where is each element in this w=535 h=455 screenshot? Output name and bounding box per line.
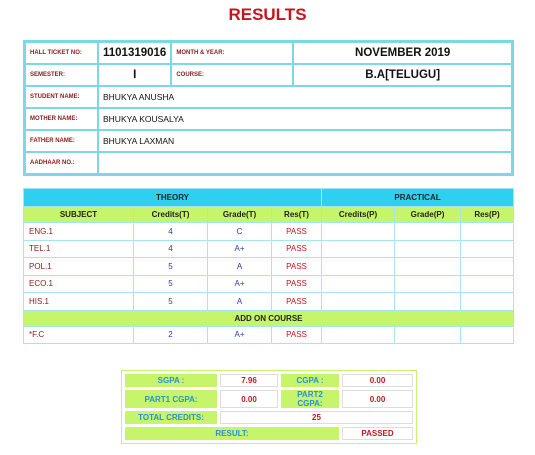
grade-t-cell: A+ [208, 326, 272, 344]
grade-t-cell: A+ [208, 240, 272, 258]
table-row [24, 223, 514, 241]
grade-p-cell [395, 275, 461, 293]
student-name-value: BHUKYA ANUSHA [98, 86, 512, 108]
course-value: B.A[TELUGU] [293, 64, 512, 86]
part2-cgpa-label: PART2 CGPA: [281, 390, 339, 408]
res-p-cell [461, 258, 514, 276]
result-value: PASSED [342, 427, 413, 440]
hall-ticket-label: HALL TICKET NO: [25, 42, 98, 64]
grade-p-cell [395, 240, 461, 258]
credits-p-cell [322, 223, 395, 241]
mother-name-value: BHUKYA KOUSALYA [98, 108, 512, 130]
res-t-cell: PASS [272, 326, 322, 344]
mother-name-label: MOTHER NAME: [25, 108, 98, 130]
grade-p-cell [395, 258, 461, 276]
page-title: RESULTS [228, 5, 307, 24]
res-p-cell [461, 326, 514, 344]
part1-cgpa-label: PART1 CGPA: [125, 390, 217, 408]
subject-cell: ECO.1 [24, 275, 134, 293]
res-t-cell: PASS [272, 240, 322, 258]
column-header: Credits(T) [134, 207, 208, 223]
semester-value: I [98, 64, 171, 86]
grade-t-cell: C [208, 223, 272, 241]
credits-t-cell: 5 [134, 258, 208, 276]
grade-t-cell: A [208, 258, 272, 276]
student-name-label: STUDENT NAME: [25, 86, 98, 108]
grade-p-cell [395, 326, 461, 344]
sgpa-label: SGPA : [125, 374, 217, 387]
subject-cell: HIS.1 [24, 293, 134, 311]
table-row [24, 275, 514, 293]
student-info-table [23, 40, 514, 176]
aadhaar-value [98, 152, 512, 174]
column-header: SUBJECT [24, 207, 134, 223]
total-credits-label: TOTAL CREDITS: [125, 411, 217, 424]
res-t-cell: PASS [272, 223, 322, 241]
result-label: RESULT: [125, 427, 339, 440]
subject-cell: POL.1 [24, 258, 134, 276]
marks-table [23, 188, 514, 344]
credits-t-cell: 2 [134, 326, 208, 344]
res-t-cell: PASS [272, 275, 322, 293]
total-credits-value: 25 [220, 411, 413, 424]
hall-ticket-value: 1101319016 [98, 42, 171, 64]
course-label: COURSE: [171, 64, 293, 86]
grade-p-cell [395, 223, 461, 241]
column-header: Res(T) [272, 207, 322, 223]
credits-p-cell [322, 326, 395, 344]
res-p-cell [461, 223, 514, 241]
credits-p-cell [322, 240, 395, 258]
father-name-value: BHUKYA LAXMAN [98, 130, 512, 152]
aadhaar-label: AADHAAR NO.: [25, 152, 98, 174]
summary-table [121, 370, 417, 444]
table-row [24, 326, 514, 344]
res-t-cell: PASS [272, 293, 322, 311]
grade-t-cell: A+ [208, 275, 272, 293]
res-p-cell [461, 275, 514, 293]
column-header: Grade(T) [208, 207, 272, 223]
sgpa-value: 7.96 [220, 374, 278, 387]
part2-cgpa-value: 0.00 [342, 390, 413, 408]
grade-t-cell: A [208, 293, 272, 311]
theory-header: THEORY [24, 189, 322, 207]
credits-p-cell [322, 275, 395, 293]
credits-t-cell: 4 [134, 240, 208, 258]
subject-cell: ENG.1 [24, 223, 134, 241]
column-header: Credits(P) [322, 207, 395, 223]
semester-label: SEMESTER: [25, 64, 98, 86]
add-on-course-header: ADD ON COURSE [24, 310, 514, 326]
subject-cell: *F.C [24, 326, 134, 344]
column-header: Res(P) [461, 207, 514, 223]
res-p-cell [461, 240, 514, 258]
credits-t-cell: 5 [134, 293, 208, 311]
month-year-value: NOVEMBER 2019 [293, 42, 512, 64]
credits-p-cell [322, 258, 395, 276]
table-row [24, 240, 514, 258]
credits-t-cell: 4 [134, 223, 208, 241]
part1-cgpa-value: 0.00 [220, 390, 278, 408]
res-t-cell: PASS [272, 258, 322, 276]
cgpa-value: 0.00 [342, 374, 413, 387]
subject-cell: TEL.1 [24, 240, 134, 258]
res-p-cell [461, 293, 514, 311]
credits-p-cell [322, 293, 395, 311]
credits-t-cell: 5 [134, 275, 208, 293]
table-row [24, 293, 514, 311]
grade-p-cell [395, 293, 461, 311]
month-year-label: MONTH & YEAR: [171, 42, 293, 64]
practical-header: PRACTICAL [322, 189, 514, 207]
table-row [24, 258, 514, 276]
father-name-label: FATHER NAME: [25, 130, 98, 152]
column-header: Grade(P) [395, 207, 461, 223]
cgpa-label: CGPA : [281, 374, 339, 387]
